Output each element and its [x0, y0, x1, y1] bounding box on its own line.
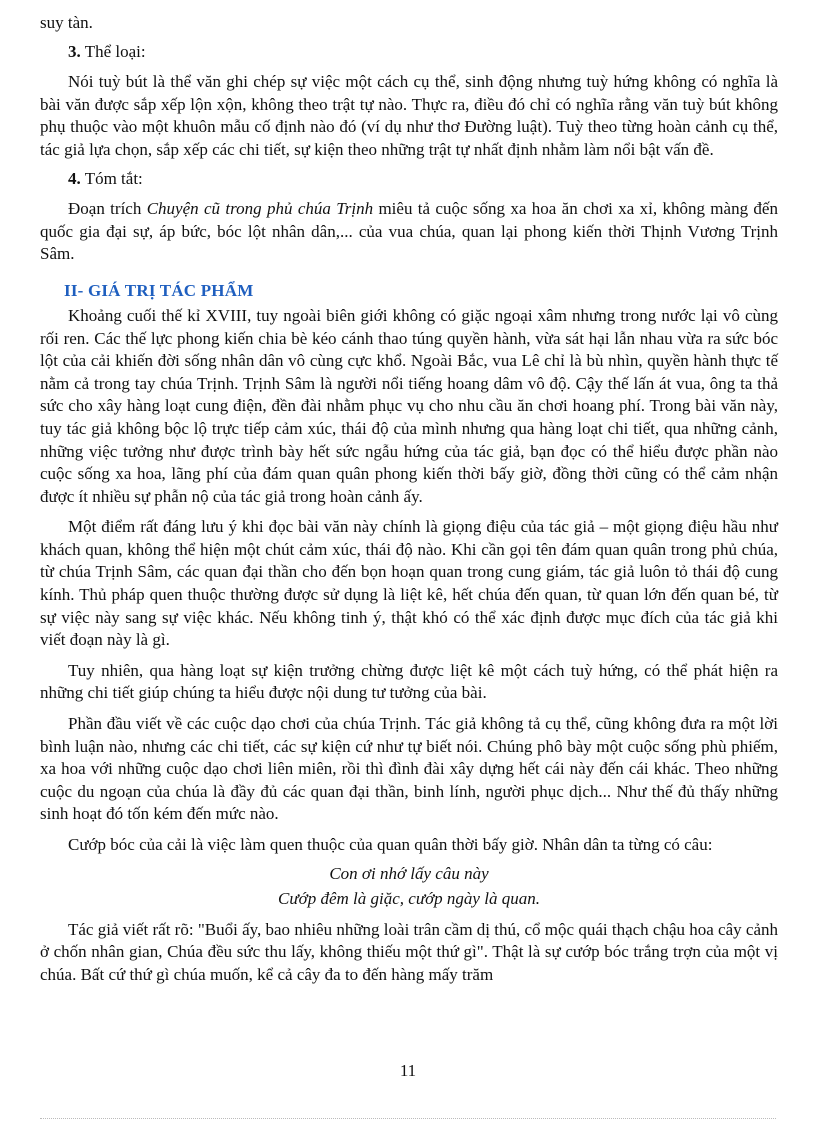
- heading-number: 4.: [68, 168, 81, 188]
- footer-divider: [40, 1118, 776, 1119]
- paragraph-body: Một điểm rất đáng lưu ý khi đọc bài văn này chính là giọng điệu của tác giả – một giọng điệu hầu như khách quan, không thể hiện một chút cảm xúc, thái độ nào. Khi cần gọi tên đám quan quân trong phủ chúa, từ chúa Trịnh Sâm, các quan đại thần cho đến bọn hoạn quan trong cung giám, tác giả luôn tỏ thái độ cung kính. Thủ pháp quen thuộc thường được sử dụng là liệt kê, hết chúa đến quan, từ quan lớn đến quan bé, từ sự việc này sang sự việc khác. Nếu không tinh ý, thật khó có thể xác định được mục đích của tác giả khi viết đoạn này là gì.: [40, 517, 778, 650]
- paragraph-body: Khoảng cuối thế kỉ XVIII, tuy ngoài biên giới không có giặc ngoại xâm nhưng trong nước lại vô cùng rối ren. Các thế lực phong kiến chia bè kéo cánh thao túng quyền hành, vừa sát hại lẫn nhau vừa ra sức bóc lột của cải khiến đời sống nhân dân vô cùng cực khổ. Ngoài Bắc, vua Lê chỉ là bù nhìn, quyền hành thực tế nằm cả trong tay chúa Trịnh. Trịnh Sâm là người nổi tiếng hoang dâm vô độ. Cậy thế lấn át vua, ông ta thả sức cho xây hàng loạt cung điện, đền đài nhằm phục vụ cho nhu cầu ăn chơi hoang phí. Trong bài văn này, tuy tác giả không bộc lộ trực tiếp cảm xúc, thái độ của mình nhưng qua hàng loạt chi tiết, qua những cảnh, những việc tưởng như được trình bày hết sức ngẫu hứng của tác giả, bạn đọc có thể hiểu được phần nào cuộc sống xa hoa, lãng phí của đám quan quân phong kiến thời bấy giờ, đồng thời cũng có thể cảm nhận được ít nhiều sự phẫn nộ của tác giả trong hoàn cảnh ấy.: [40, 305, 778, 506]
- heading-number: 3.: [68, 41, 81, 61]
- summary-lead: Đoạn trích: [68, 199, 147, 219]
- summary-rest: miêu tả cuộc sống xa hoa ăn chơi xa xỉ, không màng đến quốc gia đại sự, áp bức, bóc lột nhân dân,... của vua chúa, quan lại phong kiến thời Thịnh Vương Trịnh Sâm.: [40, 199, 778, 264]
- page-number: 11: [399, 1061, 417, 1080]
- section-heading-gia-tri: II- GIÁ TRỊ TÁC PHẨM: [64, 280, 254, 300]
- paragraph-tom-tat: [40, 198, 778, 266]
- document-page: [40, 12, 778, 987]
- poem-line: Con ơi nhớ lấy câu này: [329, 863, 489, 883]
- paragraph-body: Cướp bóc của cải là việc làm quen thuộc của quan quân thời bấy giờ. Nhân dân ta từng có câu:: [68, 835, 713, 854]
- paragraph-body: Phần đầu viết về các cuộc dạo chơi của chúa Trịnh. Tác giả không tả cụ thể, cũng không đưa ra một lời bình luận nào, nhưng các chi tiết, các sự kiện cứ như tự biết nói. Chúng phô bày một cuộc sống phù phiếm, xa hoa với những cuộc dạo chơi liên miên, rồi thì đình đài xây dựng hết cái này đến cái khác. Theo những cuộc du ngoạn của chúa là đầy đủ các quan đại thần, binh lính, người phục dịch... Như thế đủ thấy những sinh hoạt đó tốn kém đến mức nào.: [40, 714, 778, 824]
- heading-the-loai: [40, 41, 778, 64]
- heading-tom-tat: [40, 168, 778, 191]
- paragraph-body: Tuy nhiên, qua hàng loạt sự kiện trưởng chừng được liệt kê một cách tuỳ hứng, có thể phát hiện ra những chi tiết giúp chúng ta hiểu được nội dung tư tưởng của bài.: [40, 660, 778, 703]
- heading-text: Thể loại:: [84, 41, 146, 61]
- top-fragment: suy tàn.: [40, 13, 93, 32]
- heading-text: Tóm tắt:: [84, 168, 143, 188]
- paragraph-body: Tác giả viết rất rõ: "Buổi ấy, bao nhiêu những loài trân cầm dị thú, cổ mộc quái thạch chậu hoa cây cảnh ở chốn nhân gian, Chúa đều sức thu lấy, không thiếu một thứ gì". Thật là sự cướp bóc trắng trợn của một vị chúa. Bất cứ thứ gì chúa muốn, kể cả cây đa to đến hàng mấy trăm: [40, 919, 778, 984]
- paragraph-the-loai: Nói tuỳ bút là thể văn ghi chép sự việc một cách cụ thể, sinh động nhưng tuỳ hứng không có nghĩa là bài văn được sắp xếp lộn xộn, không theo trật tự nào. Thực ra, điều đó chỉ có nghĩa rằng văn tuỳ bút không phụ thuộc vào một khuôn mẫu cố định nào đó (ví dụ như thơ Đường luật). Tuỳ theo từng hoàn cảnh cụ thể, tác giả lựa chọn, sắp xếp các chi tiết, sự kiện theo những trật tự nhất định nhằm làm nổi bật vấn đề.: [40, 72, 778, 159]
- work-title: Chuyện cũ trong phủ chúa Trịnh: [146, 199, 374, 219]
- poem-line: Cướp đêm là giặc, cướp ngày là quan.: [278, 889, 540, 909]
